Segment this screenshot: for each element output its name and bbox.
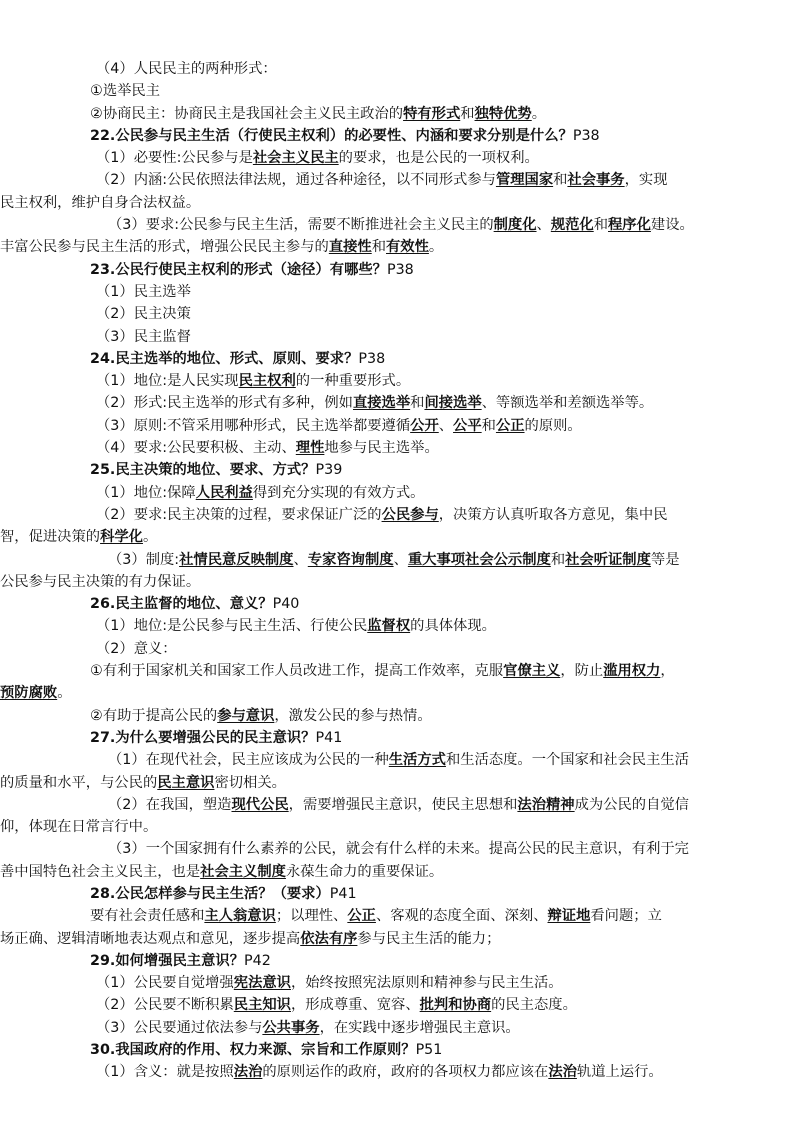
text-line [0,236,742,258]
question-heading [90,348,742,370]
text-line [90,80,742,102]
text-segment: 22.公民参与民主生活（行使民主权利）的必要性、内涵和要求分别是什么？ [90,127,573,144]
question-heading [90,727,742,749]
text-segment: ①选举民主 [90,83,161,100]
text-segment: 。 [428,239,444,256]
text-segment: 等是 [650,551,680,568]
text-segment: 、 [393,551,408,568]
text-segment: ②有助于提高公民的 [90,707,218,724]
text-segment: （2）内涵:公民依照法律法规，通过各种途径，以不同形式参与 [96,172,496,189]
key-term: 参与意识 [217,707,275,724]
text-segment: 和 [481,417,496,434]
text-segment: 、 [536,217,551,234]
text-line [90,58,742,80]
question-heading [90,593,742,615]
question-heading [90,1039,742,1061]
text-segment: ，在实践中逐步增强民主意识。 [319,1019,520,1036]
key-term: 宪法意识 [233,975,291,992]
text-segment: （2）形式:民主选举的形式有多种，例如 [96,395,353,412]
key-term: 人民利益 [195,484,253,501]
text-segment: 智，促进决策的 [0,529,101,546]
text-line [90,549,742,571]
text-segment: 的原则。 [524,417,582,434]
text-line [90,370,742,392]
key-term: 程序化 [608,217,651,234]
key-term: 法治 [233,1064,263,1081]
key-term: 科学化 [100,529,143,546]
text-segment: 。 [531,105,547,122]
text-line [90,103,742,125]
text-segment: （3）公民要通过依法参与 [96,1019,263,1036]
text-line [90,169,742,191]
text-segment: 的具体体现。 [410,618,496,635]
text-segment: 、 [293,551,308,568]
text-line [0,571,742,593]
text-segment: 26.民主监督的地位、意义？ [90,596,273,613]
key-term: 社会主义民主 [252,150,339,167]
text-segment: 、 [438,417,454,434]
text-line [0,192,742,214]
question-heading [90,459,742,481]
key-term: 特有形式 [403,105,461,122]
text-line [90,749,742,771]
text-segment: ②协商民主：协商民主是我国社会主义民主政治的 [90,105,404,122]
text-segment: 27.为什么要增强公民的民主意识？ [90,729,316,746]
key-term: 间接选举 [424,395,482,412]
question-heading [90,883,742,905]
key-term: 公正 [347,908,376,925]
text-segment: 28.公民怎样参与民主生活？（要求） [90,885,330,902]
key-term: 官僚主义 [503,663,561,680]
text-segment: （3）一个国家拥有什么素养的公民，就会有什么样的未来。提高公民的民主意识，有利于完 [108,841,689,858]
text-segment: 得到充分实现的有效方式。 [252,484,425,501]
text-line [0,682,742,704]
text-segment: 成为公民的自觉信 [574,796,689,813]
text-segment: 建设。 [650,217,694,234]
text-segment: 密切相关。 [214,774,286,791]
text-line [90,1061,742,1083]
text-segment: ，防止 [560,663,604,680]
key-term: 社会听证制度 [565,551,651,568]
text-segment: （4）要求:公民要积极、主动、 [96,440,296,457]
key-term: 滥用权力 [603,663,661,680]
text-segment: 要有社会责任感和 [90,908,205,925]
text-line [0,816,742,838]
text-segment: 的要求，也是公民的一项权利。 [338,150,539,167]
text-segment: ，激发公民的参与热情。 [274,707,432,724]
text-line [90,905,742,927]
text-line [90,994,742,1016]
key-term: 理性 [295,440,325,457]
text-segment: ，始终按照宪法原则和精神参与民主生活。 [290,975,563,992]
text-segment: （1）必要性:公民参与是 [96,150,253,167]
text-segment: 和 [593,217,609,234]
document-page [0,58,742,1084]
text-segment: 和生活态度。一个国家和社会民主生活 [445,752,689,769]
key-term: 公平 [453,417,482,434]
text-segment: 23.公民行使民主权利的形式（途径）有哪些？ [90,261,387,278]
text-segment: 民主权利，维护自身合法权益。 [0,194,201,211]
key-term: 辩证地 [547,908,591,925]
key-term: 依法有序 [300,930,358,947]
question-heading [90,125,742,147]
key-term: 生活方式 [388,752,446,769]
text-segment: 、等额选举和差额选举等。 [481,395,654,412]
text-segment: ，实现 [624,172,668,189]
text-segment: 仰，体现在日常言行中。 [0,819,158,836]
text-segment: ，需要增强民主意识，使民主思想和 [288,796,518,813]
key-term: 公共事务 [262,1019,320,1036]
text-segment: 丰富公民参与民主生活的形式，增强公民民主参与的 [0,239,329,256]
text-line [90,281,742,303]
text-segment: （3）民主监督 [96,328,191,345]
text-segment: （1）在现代社会，民主应该成为公民的一种 [108,752,389,769]
text-segment: ；以理性、 [275,908,348,925]
key-term: 专家咨询制度 [307,551,394,568]
text-segment: （2）在我国，塑造 [108,796,232,813]
key-term: 公正 [495,417,525,434]
text-segment: ， [660,663,675,680]
key-term: 社会事务 [567,172,625,189]
text-segment: 看问题；立 [590,908,662,925]
text-line [90,972,742,994]
page-ref: P42 [244,952,271,969]
key-term: 直接性 [328,239,372,256]
text-line [90,214,742,236]
key-term: 有效性 [386,239,429,256]
text-segment: ，形成尊重、宽容、 [290,997,420,1014]
key-term: 预防腐败 [0,685,58,702]
key-term: 法治 [548,1064,577,1081]
text-segment: （1）民主选举 [96,283,191,300]
text-segment: 地参与民主选举。 [324,440,439,457]
text-segment: （3）原则:不管采用哪种形式，民主选举都要遵循 [96,417,411,434]
text-line [90,615,742,637]
text-line [90,1017,742,1039]
text-segment: 场正确、逻辑清晰地表达观点和意见，逐步提高 [0,930,301,947]
text-segment: （1）地位:是公民参与民主生活、行使公民 [96,618,368,635]
key-term: 公开 [410,417,439,434]
key-term: 现代公民 [231,796,289,813]
text-line [90,838,742,860]
text-line [90,660,742,682]
question-heading [90,950,742,972]
text-segment: 。 [57,685,72,702]
page-ref: P38 [386,261,414,278]
text-segment: 和 [550,551,566,568]
text-segment: （1）公民要自觉增强 [96,975,234,992]
text-segment: 。 [142,529,158,546]
text-segment: （2）民主决策 [96,306,191,323]
text-segment: 24.民主选举的地位、形式、原则、要求？ [90,350,359,367]
text-segment: 和 [410,395,425,412]
text-line [90,303,742,325]
text-segment: （1）地位:是人民实现 [96,373,239,390]
key-term: 制度化 [493,217,537,234]
text-segment: 的民主态度。 [491,997,577,1014]
text-segment: （2）公民要不断积累 [96,997,234,1014]
text-segment: 和 [553,172,568,189]
text-line [90,504,742,526]
text-line [90,794,742,816]
question-heading [90,259,742,281]
key-term: 管理国家 [495,172,554,189]
text-line [0,526,742,548]
key-term: 独特优势 [474,105,532,122]
text-segment: 和 [371,239,387,256]
text-segment: （1）地位:保障 [96,484,196,501]
page-ref: P38 [572,127,600,144]
text-segment: 和 [460,105,475,122]
text-line [0,861,742,883]
text-line [90,415,742,437]
key-term: 直接选举 [352,395,411,412]
page-ref: P40 [272,596,300,613]
key-term: 重大事项社会公示制度 [407,551,551,568]
key-term: 社会主义制度 [200,863,286,880]
key-term: 监督权 [367,618,411,635]
text-line [90,638,742,660]
text-segment: （2）要求:民主决策的过程，要求保证广泛的 [96,506,382,523]
key-term: 规范化 [550,217,594,234]
text-segment: 永葆生命力的重要保证。 [285,863,444,880]
key-term: 法治精神 [517,796,575,813]
page-ref: P38 [358,350,386,367]
text-line [90,326,742,348]
page-ref: P41 [329,885,357,902]
key-term: 民主意识 [157,774,215,791]
text-line [90,392,742,414]
key-term: 主人翁意识 [204,908,276,925]
text-segment: ①有利于国家机关和国家工作人员改进工作，提高工作效率，克服 [90,663,504,680]
text-segment: （1）含义：就是按照 [96,1064,234,1081]
text-segment: 的质量和水平，与公民的 [0,774,158,791]
text-line [90,147,742,169]
text-segment: （3）制度: [108,551,180,568]
key-term: 社情民意反映制度 [179,551,294,568]
text-segment: 公民参与民主决策的有力保证。 [0,573,201,590]
page-ref: P41 [315,729,343,746]
text-line [0,928,742,950]
text-segment: 参与民主生活的能力； [357,930,501,947]
key-term: 民主知识 [233,997,291,1014]
text-segment: 的原则运作的政府，政府的各项权力都应该在 [262,1064,549,1081]
text-segment: ，决策方认真听取各方意见，集中民 [438,506,668,523]
key-term: 民主权利 [238,373,296,390]
text-segment: （3）要求:公民参与民主生活，需要不断推进社会主义民主的 [108,217,494,234]
text-segment: 30.我国政府的作用、权力来源、宗旨和工作原则？ [90,1042,416,1059]
text-segment: （2）意义： [96,640,177,657]
key-term: 批判和协商 [419,997,492,1014]
text-segment: （4）人民民主的两种形式： [96,61,277,77]
page-ref: P39 [315,462,343,479]
text-line [90,437,742,459]
text-line [0,772,742,794]
text-segment: 、客观的态度全面、深刻、 [375,908,548,925]
text-line [90,705,742,727]
text-line [90,482,742,504]
text-segment: 轨道上运行。 [576,1064,663,1081]
text-segment: 29.如何增强民主意识？ [90,952,244,969]
key-term: 公民参与 [381,506,439,523]
page-ref: P51 [415,1042,443,1059]
text-segment: 25.民主决策的地位、要求、方式？ [90,462,316,479]
text-segment: 的一种重要形式。 [295,373,411,390]
text-segment: 善中国特色社会主义民主，也是 [0,863,201,880]
